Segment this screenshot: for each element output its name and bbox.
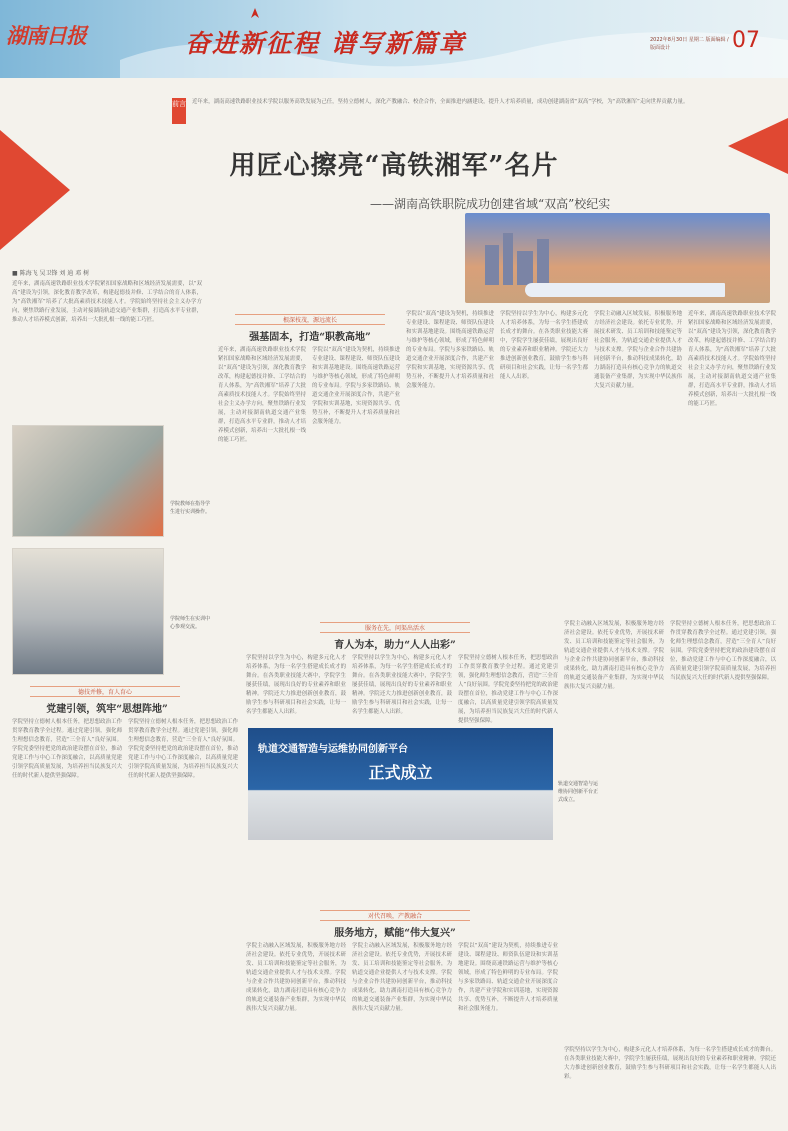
section-heading: 强基固本，打造“职教高地” bbox=[249, 332, 371, 343]
body-paragraph: 学院主动融入区域发展，积极服务地方经济社会建设。依托专业优势，开展技术研发、员工培训和技能鉴定等社会服务，为轨道交通企业提供人才与技术支撑。学院与企业合作共建协同创新平台，推动科技成果转化，助力湖南打造具有核心竞争力的轨道交通装备产业集群，为实现中华民族伟大复兴贡献力量。 bbox=[246, 943, 346, 1012]
section-heading: 育人为本，助力“人人出彩” bbox=[334, 640, 456, 651]
section-heading: 服务地方，赋能“伟大复兴” bbox=[334, 928, 456, 939]
photo-platform-launch bbox=[248, 728, 553, 840]
photo-caption: 学院师生在实训中心参观交流。 bbox=[170, 616, 210, 630]
body-paragraph: 学院主动融入区域发展，积极服务地方经济社会建设。依托专业优势，开展技术研发、员工培训和技能鉴定等社会服务，为轨道交通企业提供人才与技术支撑。学院与企业合作共建协同创新平台，推动科技成果转化，助力湖南打造具有核心竞争力的轨道交通装备产业集群，为实现中华民族伟大复兴贡献力量。 bbox=[352, 943, 452, 1012]
body-paragraph: 学院坚持立德树人根本任务，把思想政治工作贯穿教育教学全过程。通过党建引领，强化师生理想信念教育，营造“三全育人”良好氛围。学院党委坚持把党的政治建设摆在首位，推动党建工作与中心工作深度融合，以高质量党建引领学院高质量发展，为培养担当民族复兴大任的时代新人提供坚强保障。 bbox=[12, 719, 122, 779]
section-kicker: 根深枝茂，源远流长 bbox=[235, 314, 385, 325]
banner-subtitle: 正式成立 bbox=[368, 763, 433, 782]
body-paragraph: 学院坚持以学生为中心，构建多元化人才培养体系，为每一名学生搭建成长成才的舞台。在各类职业技能大赛中，学院学生屡获佳绩，展现出良好的专业素养和职业精神。学院还大力推进创新创业教育，鼓励学生参与科研项目和社会实践，让每一名学生都能人人出彩。 bbox=[500, 311, 588, 380]
photo-visit-exhibition bbox=[12, 548, 164, 675]
banner-title: 轨道交通智造与运维协同创新平台 bbox=[258, 744, 408, 755]
photo-caption: 轨道交通智造与运维协同创新平台正式成立。 bbox=[558, 781, 599, 803]
masthead-slogan: 奋进新征程 谱写新篇章 bbox=[185, 29, 466, 58]
lead-badge: 前言 bbox=[172, 98, 186, 124]
section-kicker: 德技并修，育人育心 bbox=[30, 686, 180, 697]
body-paragraph: 学院坚持立德树人根本任务，把思想政治工作贯穿教育教学全过程。通过党建引领，强化师生理想信念教育，营造“三全育人”良好氛围。学院党委坚持把党的政治建设摆在首位，推动党建工作与中心工作深度融合，以高质量党建引领学院高质量发展，为培养担当民族复兴大任的时代新人提供坚强保障。 bbox=[458, 655, 558, 724]
article-authors: ■ 陈海飞 吴卫锋 刘 迪 邓 树 bbox=[12, 270, 90, 277]
dateline: 2022年8月30日 星期二 版面编辑 / 版面设计 bbox=[650, 37, 729, 51]
body-paragraph: 近年来，湖南高速铁路职业技术学院紧扣国家战略和区域经济发展需要，以“双高”建设为引领，深化教育教学改革，构建起德技并修、工学结合的育人体系，为“高铁湘军”培养了大批高素质技术技能人才。学院始终坚持社会主义办学方向，聚焦铁路行业发展，主动对接湖南轨道交通产业集群，打造高水平专业群，推动人才培养模式创新，培养出一大批扎根一线的能工巧匠。 bbox=[12, 281, 202, 323]
body-paragraph: 学院坚持以学生为中心，构建多元化人才培养体系，为每一名学生搭建成长成才的舞台。在各类职业技能大赛中，学院学生屡获佳绩，展现出良好的专业素养和职业精神。学院还大力推进创新创业教育，鼓励学生参与科研项目和社会实践，让每一名学生都能人人出彩。 bbox=[352, 655, 452, 715]
body-paragraph: 学院以“双高”建设为契机，持续推进专业建设、课程建设、师资队伍建设和实训基地建设。围绕高速铁路运营与维护等核心领域，形成了特色鲜明的专业布局。学院与多家铁路局、轨道交通企业开展深度合作，共建产业学院和实训基地，实现资源共享、优势互补，不断提升人才培养质量和社会服务能力。 bbox=[312, 347, 400, 425]
body-paragraph: 近年来，湖南高速铁路职业技术学院紧扣国家战略和区域经济发展需要，以“双高”建设为引领，深化教育教学改革，构建起德技并修、工学结合的育人体系，为“高铁湘军”培养了大批高素质技术技能人才。学院始终坚持社会主义办学方向，聚焦铁路行业发展，主动对接湖南轨道交通产业集群，打造高水平专业群，推动人才培养模式创新，培养出一大批扎根一线的能工巧匠。 bbox=[688, 311, 776, 407]
star-icon bbox=[251, 8, 259, 18]
body-paragraph: 学院坚持以学生为中心，构建多元化人才培养体系，为每一名学生搭建成长成才的舞台。在各类职业技能大赛中，学院学生屡获佳绩，展现出良好的专业素养和职业精神。学院还大力推进创新创业教育，鼓励学生参与科研项目和社会实践，让每一名学生都能人人出彩。 bbox=[246, 655, 346, 715]
body-paragraph: 学院以“双高”建设为契机，持续推进专业建设、课程建设、师资队伍建设和实训基地建设。围绕高速铁路运营与维护等核心领域，形成了特色鲜明的专业布局。学院与多家铁路局、轨道交通企业开展深度合作，共建产业学院和实训基地，实现资源共享、优势互补，不断提升人才培养质量和社会服务能力。 bbox=[458, 943, 558, 1012]
photo-training-lab bbox=[12, 425, 164, 537]
newspaper-logo: 湖南日报 bbox=[6, 23, 86, 48]
photo-caption: 学院教师在指导学生进行实训操作。 bbox=[170, 501, 210, 515]
section-kicker: 对代召唤，产教融合 bbox=[320, 910, 470, 921]
body-paragraph: 学院坚持立德树人根本任务，把思想政治工作贯穿教育教学全过程。通过党建引领，强化师生理想信念教育，营造“三全育人”良好氛围。学院党委坚持把党的政治建设摆在首位，推动党建工作与中心工作深度融合，以高质量党建引领学院高质量发展，为培养担当民族复兴大任的时代新人提供坚强保障。 bbox=[670, 621, 776, 681]
body-paragraph: 学院以“双高”建设为契机，持续推进专业建设、课程建设、师资队伍建设和实训基地建设。围绕高速铁路运营与维护等核心领域，形成了特色鲜明的专业布局。学院与多家铁路局、轨道交通企业开展深度合作，共建产业学院和实训基地，实现资源共享、优势互补，不断提升人才培养质量和社会服务能力。 bbox=[406, 311, 494, 389]
body-paragraph: 学院坚持以学生为中心，构建多元化人才培养体系，为每一名学生搭建成长成才的舞台。在各类职业技能大赛中，学院学生屡获佳绩，展现出良好的专业素养和职业精神。学院还大力推进创新创业教育，鼓励学生参与科研项目和社会实践，让每一名学生都能人人出彩。 bbox=[564, 1047, 776, 1080]
page-number: 07 bbox=[732, 28, 760, 53]
article-title: 用匠心擦亮“高铁湘军”名片 bbox=[229, 151, 559, 181]
hero-image-high-speed-train bbox=[465, 213, 770, 303]
body-paragraph: 学院坚持立德树人根本任务，把思想政治工作贯穿教育教学全过程。通过党建引领，强化师生理想信念教育，营造“三全育人”良好氛围。学院党委坚持把党的政治建设摆在首位，推动党建工作与中心工作深度融合，以高质量党建引领学院高质量发展，为培养担当民族复兴大任的时代新人提供坚强保障。 bbox=[128, 719, 238, 779]
lead-paragraph: 近年来，湖南高速铁路职业技术学院以服务高铁发展为己任，坚持立德树人，深化产教融合、校企合作，全面推进内涵建设，提升人才培养质量，成功创建湖南省“双高”学校，为“高铁湘军”走向世界贡献力量。 bbox=[192, 99, 689, 105]
body-paragraph: 近年来，湖南高速铁路职业技术学院紧扣国家战略和区域经济发展需要，以“双高”建设为引领，深化教育教学改革，构建起德技并修、工学结合的育人体系，为“高铁湘军”培养了大批高素质技术技能人才。学院始终坚持社会主义办学方向，聚焦铁路行业发展，主动对接湖南轨道交通产业集群，打造高水平专业群，推动人才培养模式创新，培养出一大批扎根一线的能工巧匠。 bbox=[218, 347, 306, 443]
body-paragraph: 学院主动融入区域发展，积极服务地方经济社会建设。依托专业优势，开展技术研发、员工培训和技能鉴定等社会服务，为轨道交通企业提供人才与技术支撑。学院与企业合作共建协同创新平台，推动科技成果转化，助力湖南打造具有核心竞争力的轨道交通装备产业集群，为实现中华民族伟大复兴贡献力量。 bbox=[564, 621, 664, 690]
section-heading: 党建引领，筑牢“思想阵地” bbox=[46, 704, 168, 715]
section-kicker: 服务在先，问渠出活水 bbox=[320, 622, 470, 633]
article-subtitle: ——湖南高铁职院成功创建省域“双高”校纪实 bbox=[370, 197, 611, 211]
body-paragraph: 学院主动融入区域发展，积极服务地方经济社会建设。依托专业优势，开展技术研发、员工培训和技能鉴定等社会服务，为轨道交通企业提供人才与技术支撑。学院与企业合作共建协同创新平台，推动科技成果转化，助力湖南打造具有核心竞争力的轨道交通装备产业集群，为实现中华民族伟大复兴贡献力量。 bbox=[594, 311, 682, 389]
